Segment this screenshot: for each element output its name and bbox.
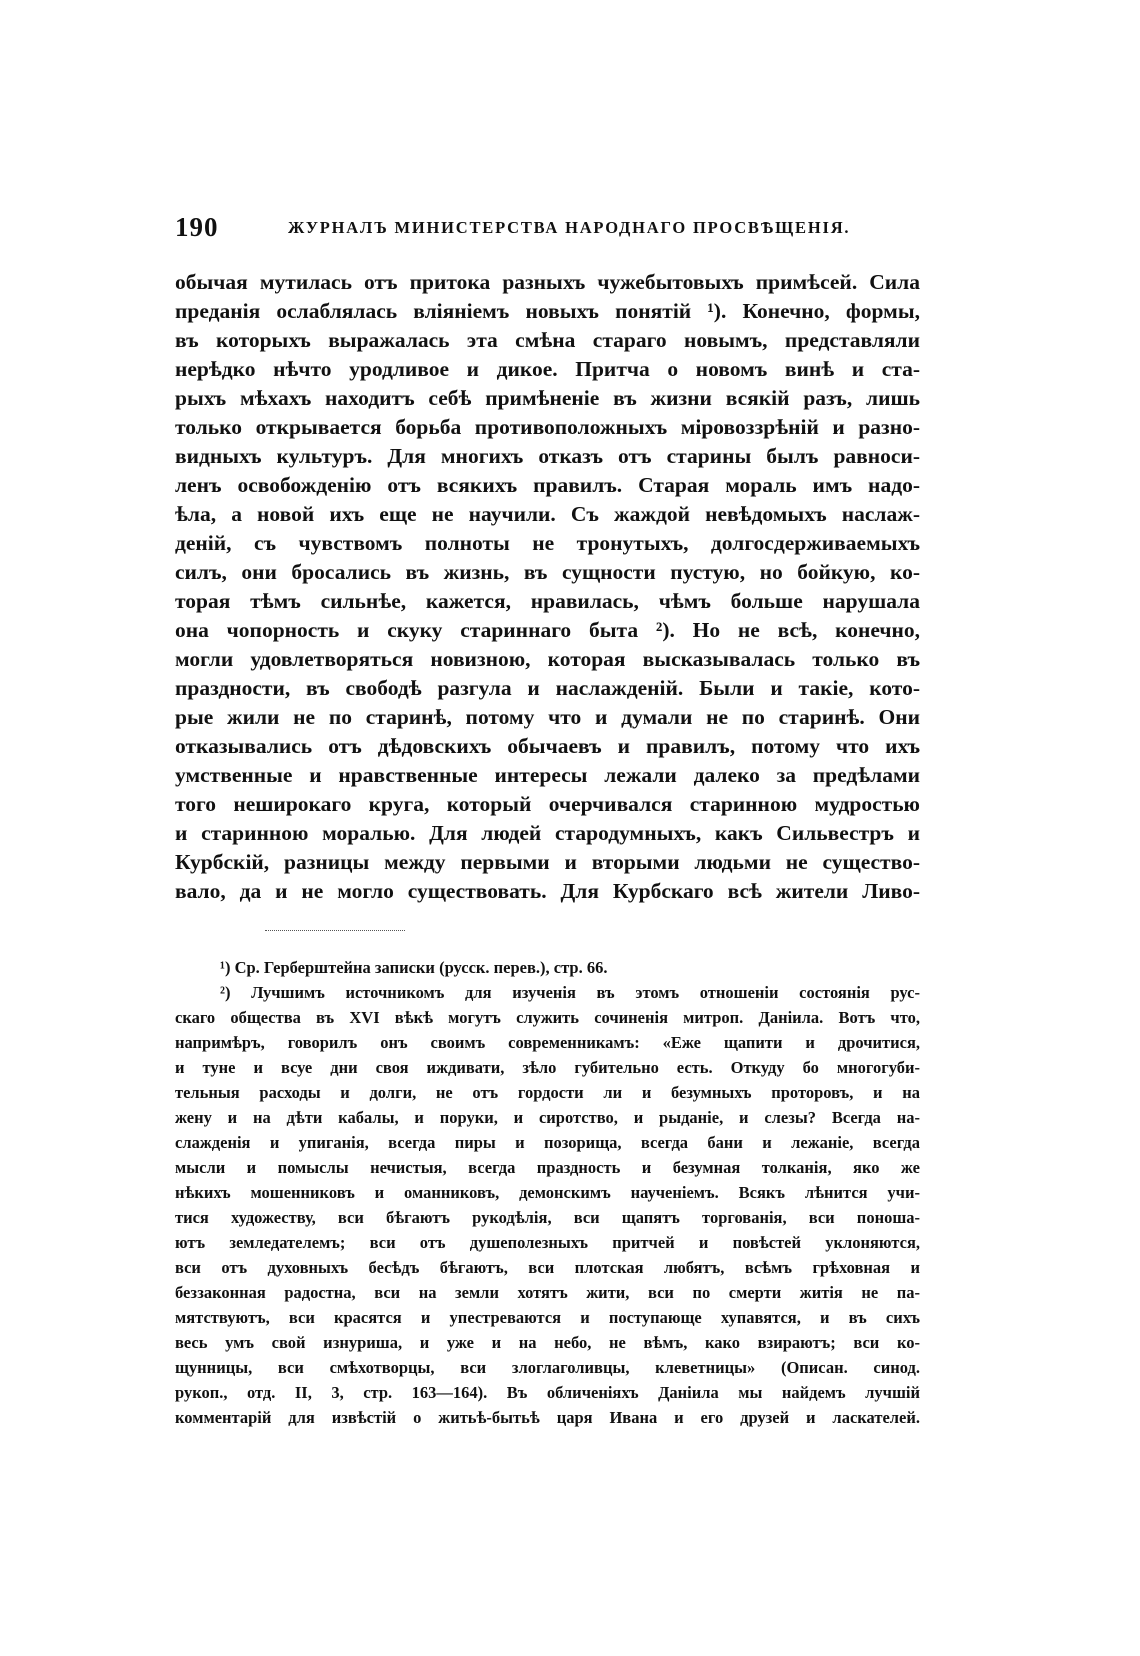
text-line: того неширокаго круга, который очерчивался старинною мудростью [175,792,920,816]
text-line: рыхъ мѣхахъ находитъ себѣ примѣненіе въ жизни всякій разъ, лишь [175,386,920,410]
footnote-line: ¹) Ср. Герберштейна записки (русск. перев.), стр. 66. [220,958,608,977]
footnote-line: скаго общества въ XVI вѣкѣ могутъ служить сочиненія митроп. Даніила. Вотъ что, [175,1008,920,1027]
text-line: Курбскій, разницы между первыми и вторыми людьми не существо- [175,850,920,874]
footnote-line: тися художеству, вси бѣгаютъ рукодѣлія, вси щапятъ торгованія, вси поноша- [175,1208,920,1227]
footnotes [175,955,920,1430]
footnote-separator [265,930,405,931]
footnote-line: напримѣръ, говорилъ онъ своимъ современникамъ: «Еже щапити и дрочитися, [175,1033,920,1052]
main-text [175,268,920,906]
footnote-line: ютъ земледателемъ; вси отъ душеполезныхъ притчей и повѣстей уклоняются, [175,1233,920,1252]
text-line: ѣла, а новой ихъ еще не научили. Съ жаждой невѣдомыхъ наслаж- [175,502,920,526]
footnote-line: тельныя расходы и долги, не отъ гордости ли и безумныхъ проторовъ, и на [175,1083,920,1102]
text-line: видныхъ культуръ. Для многихъ отказъ отъ старины былъ равноси- [175,444,920,468]
footnote-line: мятствуютъ, вси красятся и упестреваются и поступающе хупавятся, и въ сихъ [175,1308,920,1327]
text-line: торая тѣмъ сильнѣе, кажется, нравилась, чѣмъ больше нарушала [175,589,920,613]
footnote-line: беззаконная радостна, вси на земли хотятъ жити, вси по смерти житія не па- [175,1283,920,1302]
text-line: умственные и нравственные интересы лежали далеко за предѣлами [175,763,920,787]
text-line: только открывается борьба противоположныхъ міровоззрѣній и разно- [175,415,920,439]
running-title: ЖУРНАЛЪ МИНИСТЕРСТВА НАРОДНАГО ПРОСВѢЩЕНІЯ. [288,218,851,237]
text-line: силъ, они бросались въ жизнь, въ сущности пустую, но бойкую, ко- [175,560,920,584]
footnote-line: рукоп., отд. II, 3, стр. 163—164). Въ обличеніяхъ Даніила мы найдемъ лучшій [175,1383,920,1402]
text-line: обычая мутилась отъ притока разныхъ чужебытовыхъ примѣсей. Сила [175,270,920,294]
text-line: она чопорность и скуку стариннаго быта ²). Но не всѣ, конечно, [175,618,920,642]
text-line: въ которыхъ выражалась эта смѣна стараго новымъ, представляли [175,328,920,352]
text-line: рые жили не по старинѣ, потому что и думали не по старинѣ. Они [175,705,920,729]
footnote-line: весь умъ свой изнуриша, и уже и на небо, не вѣмъ, како взираютъ; вси ко- [175,1333,920,1352]
footnote-line: слажденія и упиганія, всегда пиры и позорища, всегда бани и лежаніе, всегда [175,1133,920,1152]
text-line: нерѣдко нѣчто уродливое и дикое. Притча о новомъ винѣ и ста- [175,357,920,381]
text-line: отказывались отъ дѣдовскихъ обычаевъ и правилъ, потому что ихъ [175,734,920,758]
text-line: и старинною моралью. Для людей стародумныхъ, какъ Сильвестръ и [175,821,920,845]
footnote-line: и туне и всуе дни своя иждивати, зѣло губительно есть. Откуду бо многогуби- [175,1058,920,1077]
footnote-line: мысли и помыслы нечистыя, всегда праздность и безумная толканія, яко же [175,1158,920,1177]
footnote-line: щунницы, вси смѣхотворцы, вси злоглаголивцы, клеветницы» (Описан. синод. [175,1358,920,1377]
text-line: преданія ослаблялась вліяніемъ новыхъ понятій ¹). Конечно, формы, [175,299,920,323]
text-line: могли удовлетворяться новизною, которая высказывалась только въ [175,647,920,671]
footnote-line: вси отъ духовныхъ бесѣдъ бѣгаютъ, вси плотская любятъ, всѣмъ грѣховная и [175,1258,920,1277]
text-line: вало, да и не могло существовать. Для Курбскаго всѣ жители Ливо- [175,879,920,903]
text-line: праздности, въ свободѣ разгула и наслажденій. Были и такіе, кото- [175,676,920,700]
text-line: деній, съ чувствомъ полноты не тронутыхъ, долгосдерживаемыхъ [175,531,920,555]
footnote-line: нѣкихъ мошенниковъ и оманниковъ, демонскимъ наученіемъ. Всякъ лѣнится учи- [175,1183,920,1202]
footnote-line: комментарій для извѣстій о житьѣ-бытьѣ царя Ивана и его друзей и ласкателей. [175,1408,920,1427]
running-header [175,212,920,252]
footnote-line: ²) Лучшимъ источникомъ для изученія въ этомъ отношеніи состоянія рус- [220,983,920,1002]
page-number: 190 [175,212,219,242]
footnote-line: жену и на дѣти кабалы, и поруки, и сиротство, и рыданіе, и слезы? Всегда на- [175,1108,920,1127]
text-line: ленъ освобожденію отъ всякихъ правилъ. Старая мораль имъ надо- [175,473,920,497]
